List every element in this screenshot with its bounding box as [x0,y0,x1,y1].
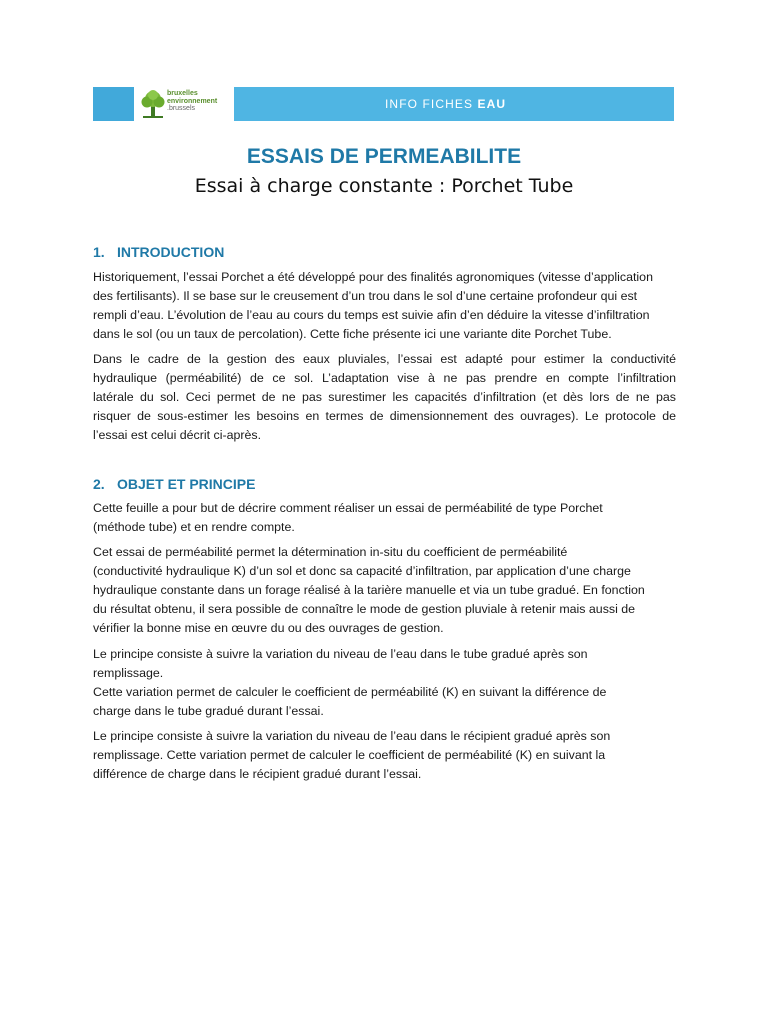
banner-title [385,97,506,111]
text-line: remplissage. Cette variation permet de calculer le coefficient de perméabilité (K) en suivant la [93,748,606,762]
banner-accent-block [93,87,134,121]
paragraph [93,499,676,537]
text-line: (méthode tube) et en rendre compte. [93,520,295,534]
paragraph [93,268,676,344]
text-line: risquer de sous-estimer les besoins en termes de dimensionnement des ouvrages). Le protocole de [93,409,676,423]
logo-line-1: bruxelles [167,90,198,97]
banner-title-bold: EAU [477,97,507,111]
text-line: Historiquement, l’essai Porchet a été développé pour des finalités agronomiques (vitesse d’application [93,270,653,284]
text-line: charge dans le tube gradué durant l’essai. [93,704,324,718]
text-line: hydraulique constante dans un forage réalisé à la tarière manuelle et via un tube gradué. En fonction [93,583,645,597]
text-line: latérale du sol. Ceci permet de ne pas surestimer les capacités d’infiltration (et dès lors de ne pas [93,390,676,404]
text-line: remplissage. [93,666,164,680]
text-line: Cet essai de perméabilité permet la détermination in-situ du coefficient de perméabilité [93,545,568,559]
text-line: l’essai est celui décrit ci-après. [93,428,262,442]
logo-wordmark [167,90,217,113]
section-number: 2. [93,476,105,492]
page-title: ESSAIS DE PERMEABILITE [246,145,522,168]
banner-title-prefix: INFO FICHES [385,97,478,111]
paragraph [93,350,676,445]
header-banner [93,87,674,121]
text-line: des fertilisants). Il se base sur le creusement d’un trou dans le sol d’une certaine profondeur qui est [93,289,638,303]
section-number: 1. [93,244,105,260]
section-heading-text: INTRODUCTION [117,244,225,260]
text-line: du résultat obtenu, il sera possible de connaître le mode de gestion pluviale à retenir mais aussi de [93,602,636,616]
bruxelles-environnement-logo [134,87,234,121]
text-line: Le principe consiste à suivre la variation du niveau de l’eau dans le tube gradué après son [93,647,588,661]
text-line: (conductivité hydraulique K) d’un sol et donc sa capacité d’infiltration, par application d’une charge [93,564,631,578]
text-line: Cette variation permet de calculer le coefficient de perméabilité (K) en suivant la différence de [93,685,607,699]
section-heading-introduction [93,244,224,260]
text-line: Cette feuille a pour but de décrire comment réaliser un essai de perméabilité de type Porchet [93,501,603,515]
text-line: vérifier la bonne mise en œuvre du ou des ouvrages de gestion. [93,621,444,635]
tree-logo-icon [140,89,166,119]
section-heading-objet-et-principe [93,476,255,492]
page-subtitle: Essai à charge constante : Porchet Tube [194,175,574,197]
section-heading-text: OBJET ET PRINCIPE [117,476,256,492]
text-line: Le principe consiste à suivre la variation du niveau de l’eau dans le récipient gradué après son [93,729,611,743]
text-line: dans le sol (ou un taux de percolation). Cette fiche présente ici une variante dite Porchet Tube. [93,327,612,341]
text-line: hydraulique (perméabilité) de ce sol. L’adaptation vise à ne pas prendre en compte l’infiltration [93,371,676,385]
text-line: Dans le cadre de la gestion des eaux pluviales, l’essai est adapté pour estimer la conductivité [93,352,676,366]
paragraph [93,543,676,638]
paragraph [93,727,676,784]
text-line: rempli d’eau. L’évolution de l’eau au cours du temps est suivie afin d’en déduire la vitesse d’infiltration [93,308,650,322]
text-line: différence de charge dans le récipient gradué durant l’essai. [93,767,422,781]
paragraph [93,645,676,721]
logo-line-2: environnement [167,97,218,105]
logo-line-3: .brussels [167,105,196,112]
